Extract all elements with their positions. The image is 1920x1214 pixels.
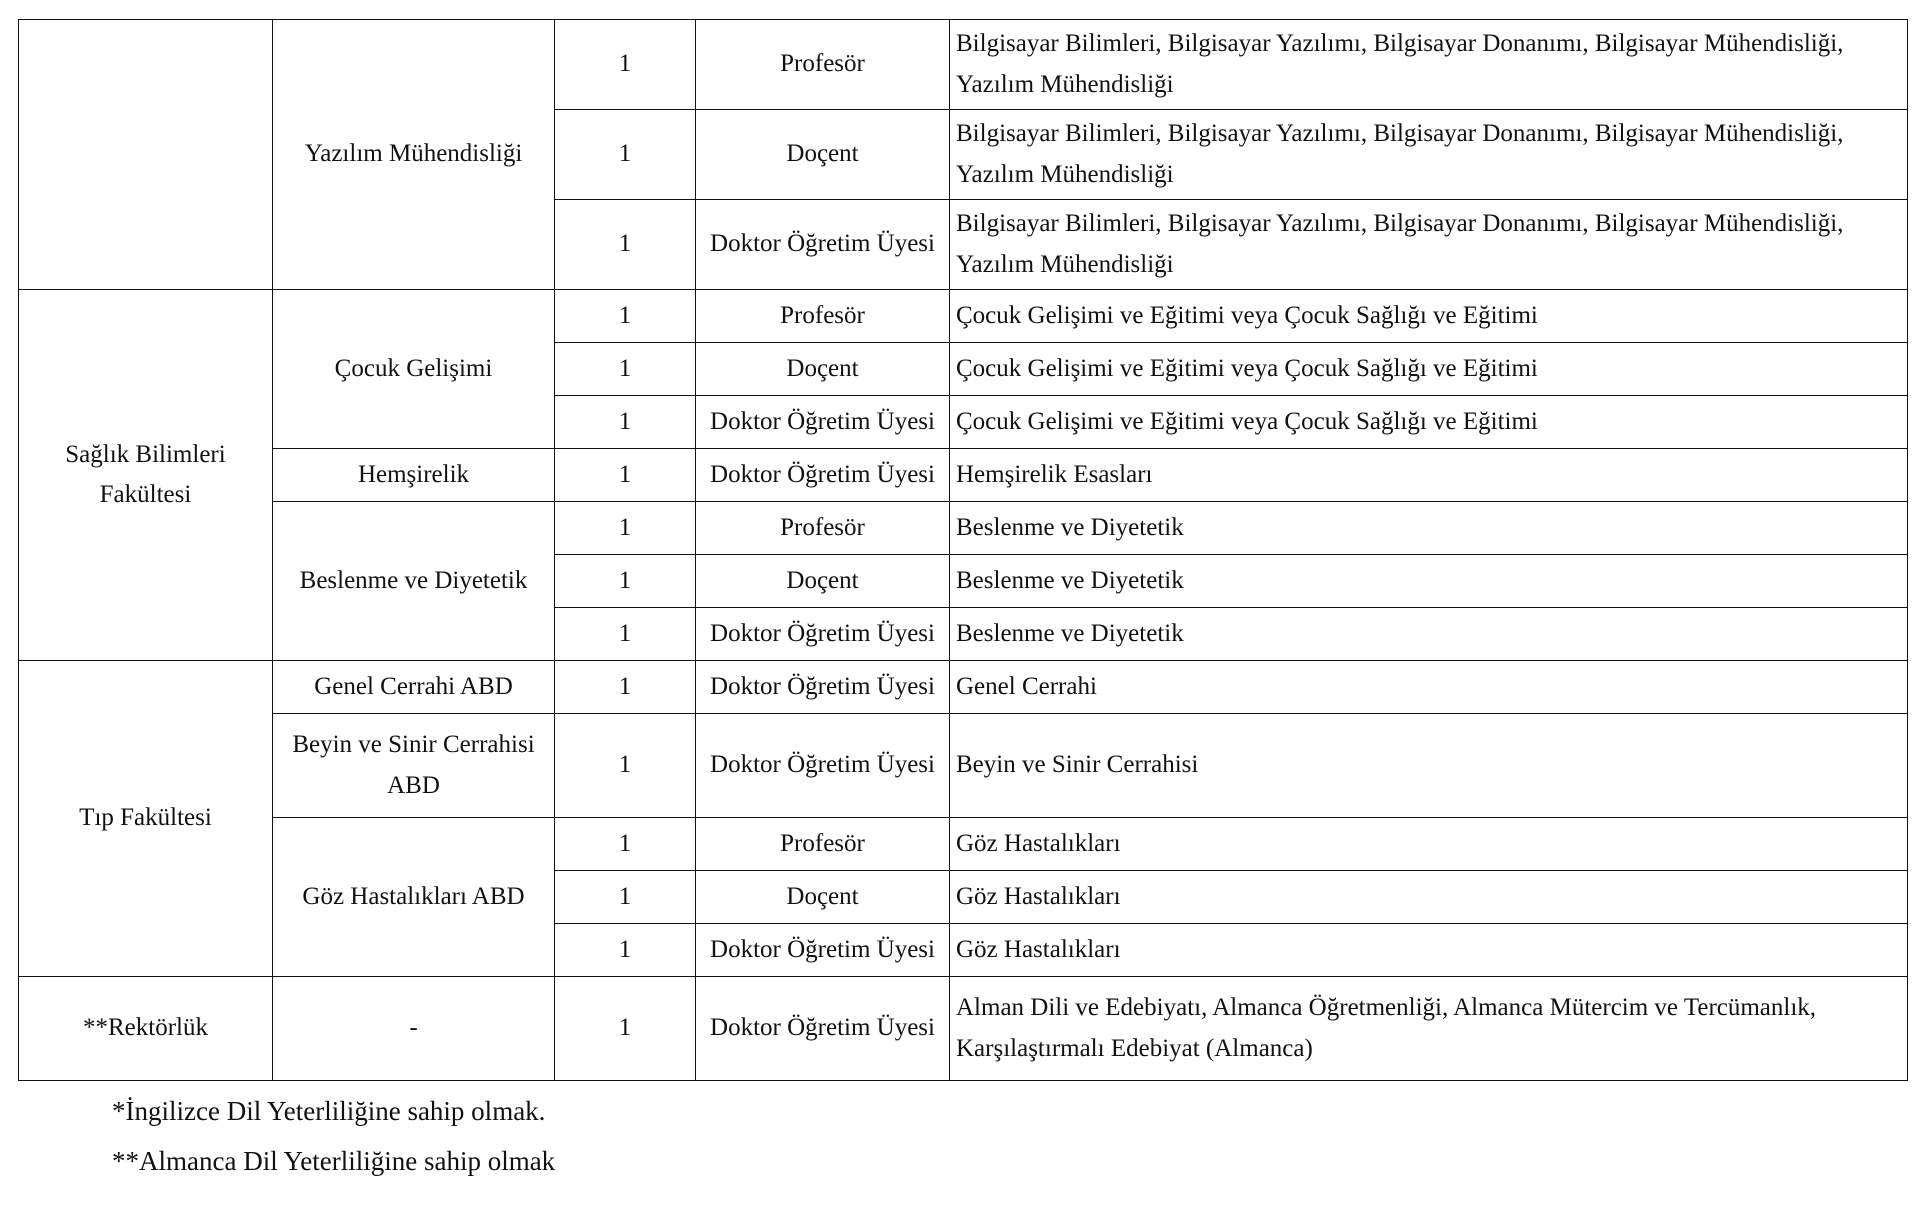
field-cell: Genel Cerrahi xyxy=(950,661,1908,714)
title-cell: Doçent xyxy=(696,555,950,608)
field-cell: Bilgisayar Bilimleri, Bilgisayar Yazılımı, Bilgisayar Donanımı, Bilgisayar Mühendisliği, Yazılım Mühendisliği xyxy=(950,110,1908,200)
field-cell: Çocuk Gelişimi ve Eğitimi veya Çocuk Sağlığı ve Eğitimi xyxy=(950,343,1908,396)
count-cell: 1 xyxy=(555,396,696,449)
positions-table xyxy=(18,19,1908,1081)
department-cell: Göz Hastalıkları ABD xyxy=(273,818,555,977)
field-cell: Çocuk Gelişimi ve Eğitimi veya Çocuk Sağlığı ve Eğitimi xyxy=(950,396,1908,449)
field-cell: Göz Hastalıkları xyxy=(950,871,1908,924)
footnote-german: **Almanca Dil Yeterliliğine sahip olmak xyxy=(112,1146,556,1176)
count-cell: 1 xyxy=(555,661,696,714)
count-cell: 1 xyxy=(555,449,696,502)
title-cell: Profesör xyxy=(696,290,950,343)
faculty-cell xyxy=(19,20,273,290)
table-row xyxy=(19,20,1908,110)
count-cell: 1 xyxy=(555,343,696,396)
count-cell: 1 xyxy=(555,20,696,110)
field-cell: Alman Dili ve Edebiyatı, Almanca Öğretmenliği, Almanca Mütercim ve Tercümanlık, Karşılaştırmalı Edebiyat (Almanca) xyxy=(950,977,1908,1081)
field-cell: Beyin ve Sinir Cerrahisi xyxy=(950,714,1908,818)
department-cell: Genel Cerrahi ABD xyxy=(273,661,555,714)
count-cell: 1 xyxy=(555,502,696,555)
title-cell: Doktor Öğretim Üyesi xyxy=(696,714,950,818)
field-cell: Bilgisayar Bilimleri, Bilgisayar Yazılımı, Bilgisayar Donanımı, Bilgisayar Mühendisliği, Yazılım Mühendisliği xyxy=(950,20,1908,110)
table-row xyxy=(19,290,1908,343)
title-cell: Profesör xyxy=(696,20,950,110)
title-cell: Doktor Öğretim Üyesi xyxy=(696,661,950,714)
title-cell: Profesör xyxy=(696,818,950,871)
title-cell: Doktor Öğretim Üyesi xyxy=(696,924,950,977)
faculty-cell: Sağlık Bilimleri Fakültesi xyxy=(19,290,273,661)
count-cell: 1 xyxy=(555,714,696,818)
field-cell: Göz Hastalıkları xyxy=(950,924,1908,977)
footnote-english: *İngilizce Dil Yeterliliğine sahip olmak. xyxy=(112,1096,546,1126)
title-cell: Doktor Öğretim Üyesi xyxy=(696,200,950,290)
title-cell: Doktor Öğretim Üyesi xyxy=(696,977,950,1081)
count-cell: 1 xyxy=(555,608,696,661)
department-cell: Yazılım Mühendisliği xyxy=(273,20,555,290)
faculty-cell: **Rektörlük xyxy=(19,977,273,1081)
title-cell: Doçent xyxy=(696,871,950,924)
footnotes xyxy=(112,1086,555,1186)
department-cell: - xyxy=(273,977,555,1081)
field-cell: Bilgisayar Bilimleri, Bilgisayar Yazılımı, Bilgisayar Donanımı, Bilgisayar Mühendisliği, Yazılım Mühendisliği xyxy=(950,200,1908,290)
count-cell: 1 xyxy=(555,110,696,200)
table-row xyxy=(19,714,1908,818)
field-cell: Göz Hastalıkları xyxy=(950,818,1908,871)
table-row xyxy=(19,661,1908,714)
count-cell: 1 xyxy=(555,977,696,1081)
title-cell: Doktor Öğretim Üyesi xyxy=(696,608,950,661)
title-cell: Profesör xyxy=(696,502,950,555)
title-cell: Doçent xyxy=(696,343,950,396)
count-cell: 1 xyxy=(555,290,696,343)
department-cell: Çocuk Gelişimi xyxy=(273,290,555,449)
title-cell: Doçent xyxy=(696,110,950,200)
count-cell: 1 xyxy=(555,555,696,608)
field-cell: Beslenme ve Diyetetik xyxy=(950,555,1908,608)
table-row xyxy=(19,449,1908,502)
department-cell: Beyin ve Sinir Cerrahisi ABD xyxy=(273,714,555,818)
title-cell: Doktor Öğretim Üyesi xyxy=(696,449,950,502)
field-cell: Hemşirelik Esasları xyxy=(950,449,1908,502)
faculty-cell: Tıp Fakültesi xyxy=(19,661,273,977)
table-row xyxy=(19,818,1908,871)
department-cell: Beslenme ve Diyetetik xyxy=(273,502,555,661)
table-row xyxy=(19,977,1908,1081)
count-cell: 1 xyxy=(555,871,696,924)
field-cell: Çocuk Gelişimi ve Eğitimi veya Çocuk Sağlığı ve Eğitimi xyxy=(950,290,1908,343)
field-cell: Beslenme ve Diyetetik xyxy=(950,502,1908,555)
title-cell: Doktor Öğretim Üyesi xyxy=(696,396,950,449)
count-cell: 1 xyxy=(555,200,696,290)
department-cell: Hemşirelik xyxy=(273,449,555,502)
count-cell: 1 xyxy=(555,818,696,871)
table-row xyxy=(19,502,1908,555)
field-cell: Beslenme ve Diyetetik xyxy=(950,608,1908,661)
count-cell: 1 xyxy=(555,924,696,977)
